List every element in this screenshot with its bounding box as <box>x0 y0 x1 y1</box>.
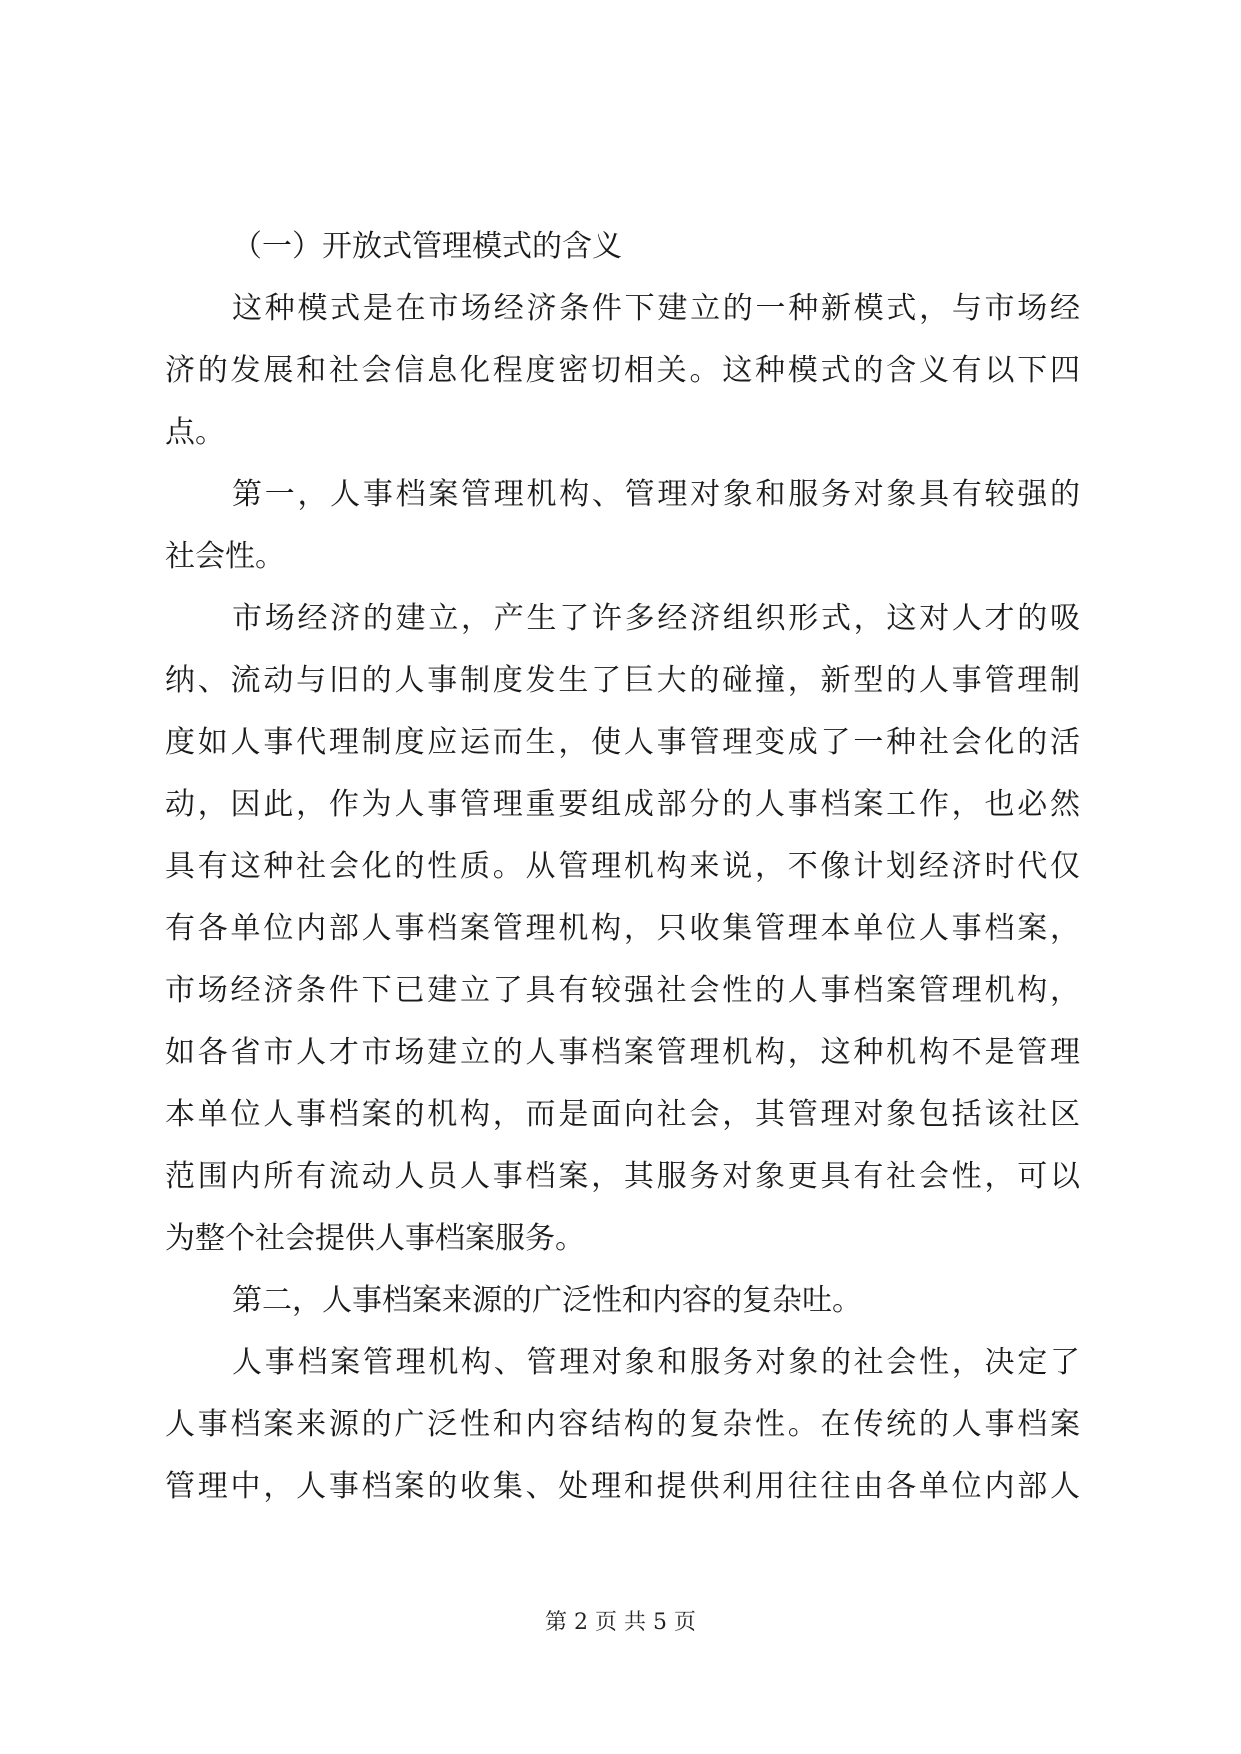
paragraph-3-line-7: 市场经济条件下已建立了具有较强社会性的人事档案管理机构， <box>165 973 1080 1008</box>
paragraph-3-line-9: 本单位人事档案的机构，而是面向社会，其管理对象包括该社区 <box>165 1097 1080 1132</box>
paragraph-5-line-1: 人事档案管理机构、管理对象和服务对象的社会性，决定了 <box>232 1345 1080 1380</box>
paragraph-2-line-1: 第一，人事档案管理机构、管理对象和服务对象具有较强的 <box>232 477 1080 512</box>
paragraph-3-line-2: 纳、流动与旧的人事制度发生了巨大的碰撞，新型的人事管理制 <box>165 663 1080 698</box>
section-heading: （一）开放式管理模式的含义 <box>232 229 622 264</box>
paragraph-3-line-1: 市场经济的建立，产生了许多经济组织形式，这对人才的吸 <box>232 601 1080 636</box>
document-body <box>165 216 1080 1518</box>
page-number-footer: 第 2 页 共 5 页 <box>545 1610 696 1635</box>
paragraph-1-line-1: 这种模式是在市场经济条件下建立的一种新模式，与市场经 <box>232 291 1080 326</box>
paragraph-3-line-5: 具有这种社会化的性质。从管理机构来说，不像计划经济时代仅 <box>165 849 1080 884</box>
paragraph-3-line-10: 范围内所有流动人员人事档案，其服务对象更具有社会性，可以 <box>165 1159 1080 1194</box>
paragraph-2-line-2: 社会性。 <box>165 539 285 574</box>
paragraph-3-line-3: 度如人事代理制度应运而生，使人事管理变成了一种社会化的活 <box>165 725 1080 760</box>
paragraph-1-line-3: 点。 <box>165 415 225 450</box>
paragraph-3-line-8: 如各省市人才市场建立的人事档案管理机构，这种机构不是管理 <box>165 1035 1080 1070</box>
paragraph-3-line-4: 动，因此，作为人事管理重要组成部分的人事档案工作，也必然 <box>165 787 1080 822</box>
paragraph-4-line-1: 第二，人事档案来源的广泛性和内容的复杂吐。 <box>232 1283 862 1318</box>
paragraph-5-line-3: 管理中，人事档案的收集、处理和提供利用往往由各单位内部人 <box>165 1469 1080 1504</box>
paragraph-3-line-11: 为整个社会提供人事档案服务。 <box>165 1221 585 1256</box>
paragraph-5-line-2: 人事档案来源的广泛性和内容结构的复杂性。在传统的人事档案 <box>165 1407 1080 1442</box>
paragraph-3-line-6: 有各单位内部人事档案管理机构，只收集管理本单位人事档案， <box>165 911 1080 946</box>
paragraph-1-line-2: 济的发展和社会信息化程度密切相关。这种模式的含义有以下四 <box>165 353 1080 388</box>
